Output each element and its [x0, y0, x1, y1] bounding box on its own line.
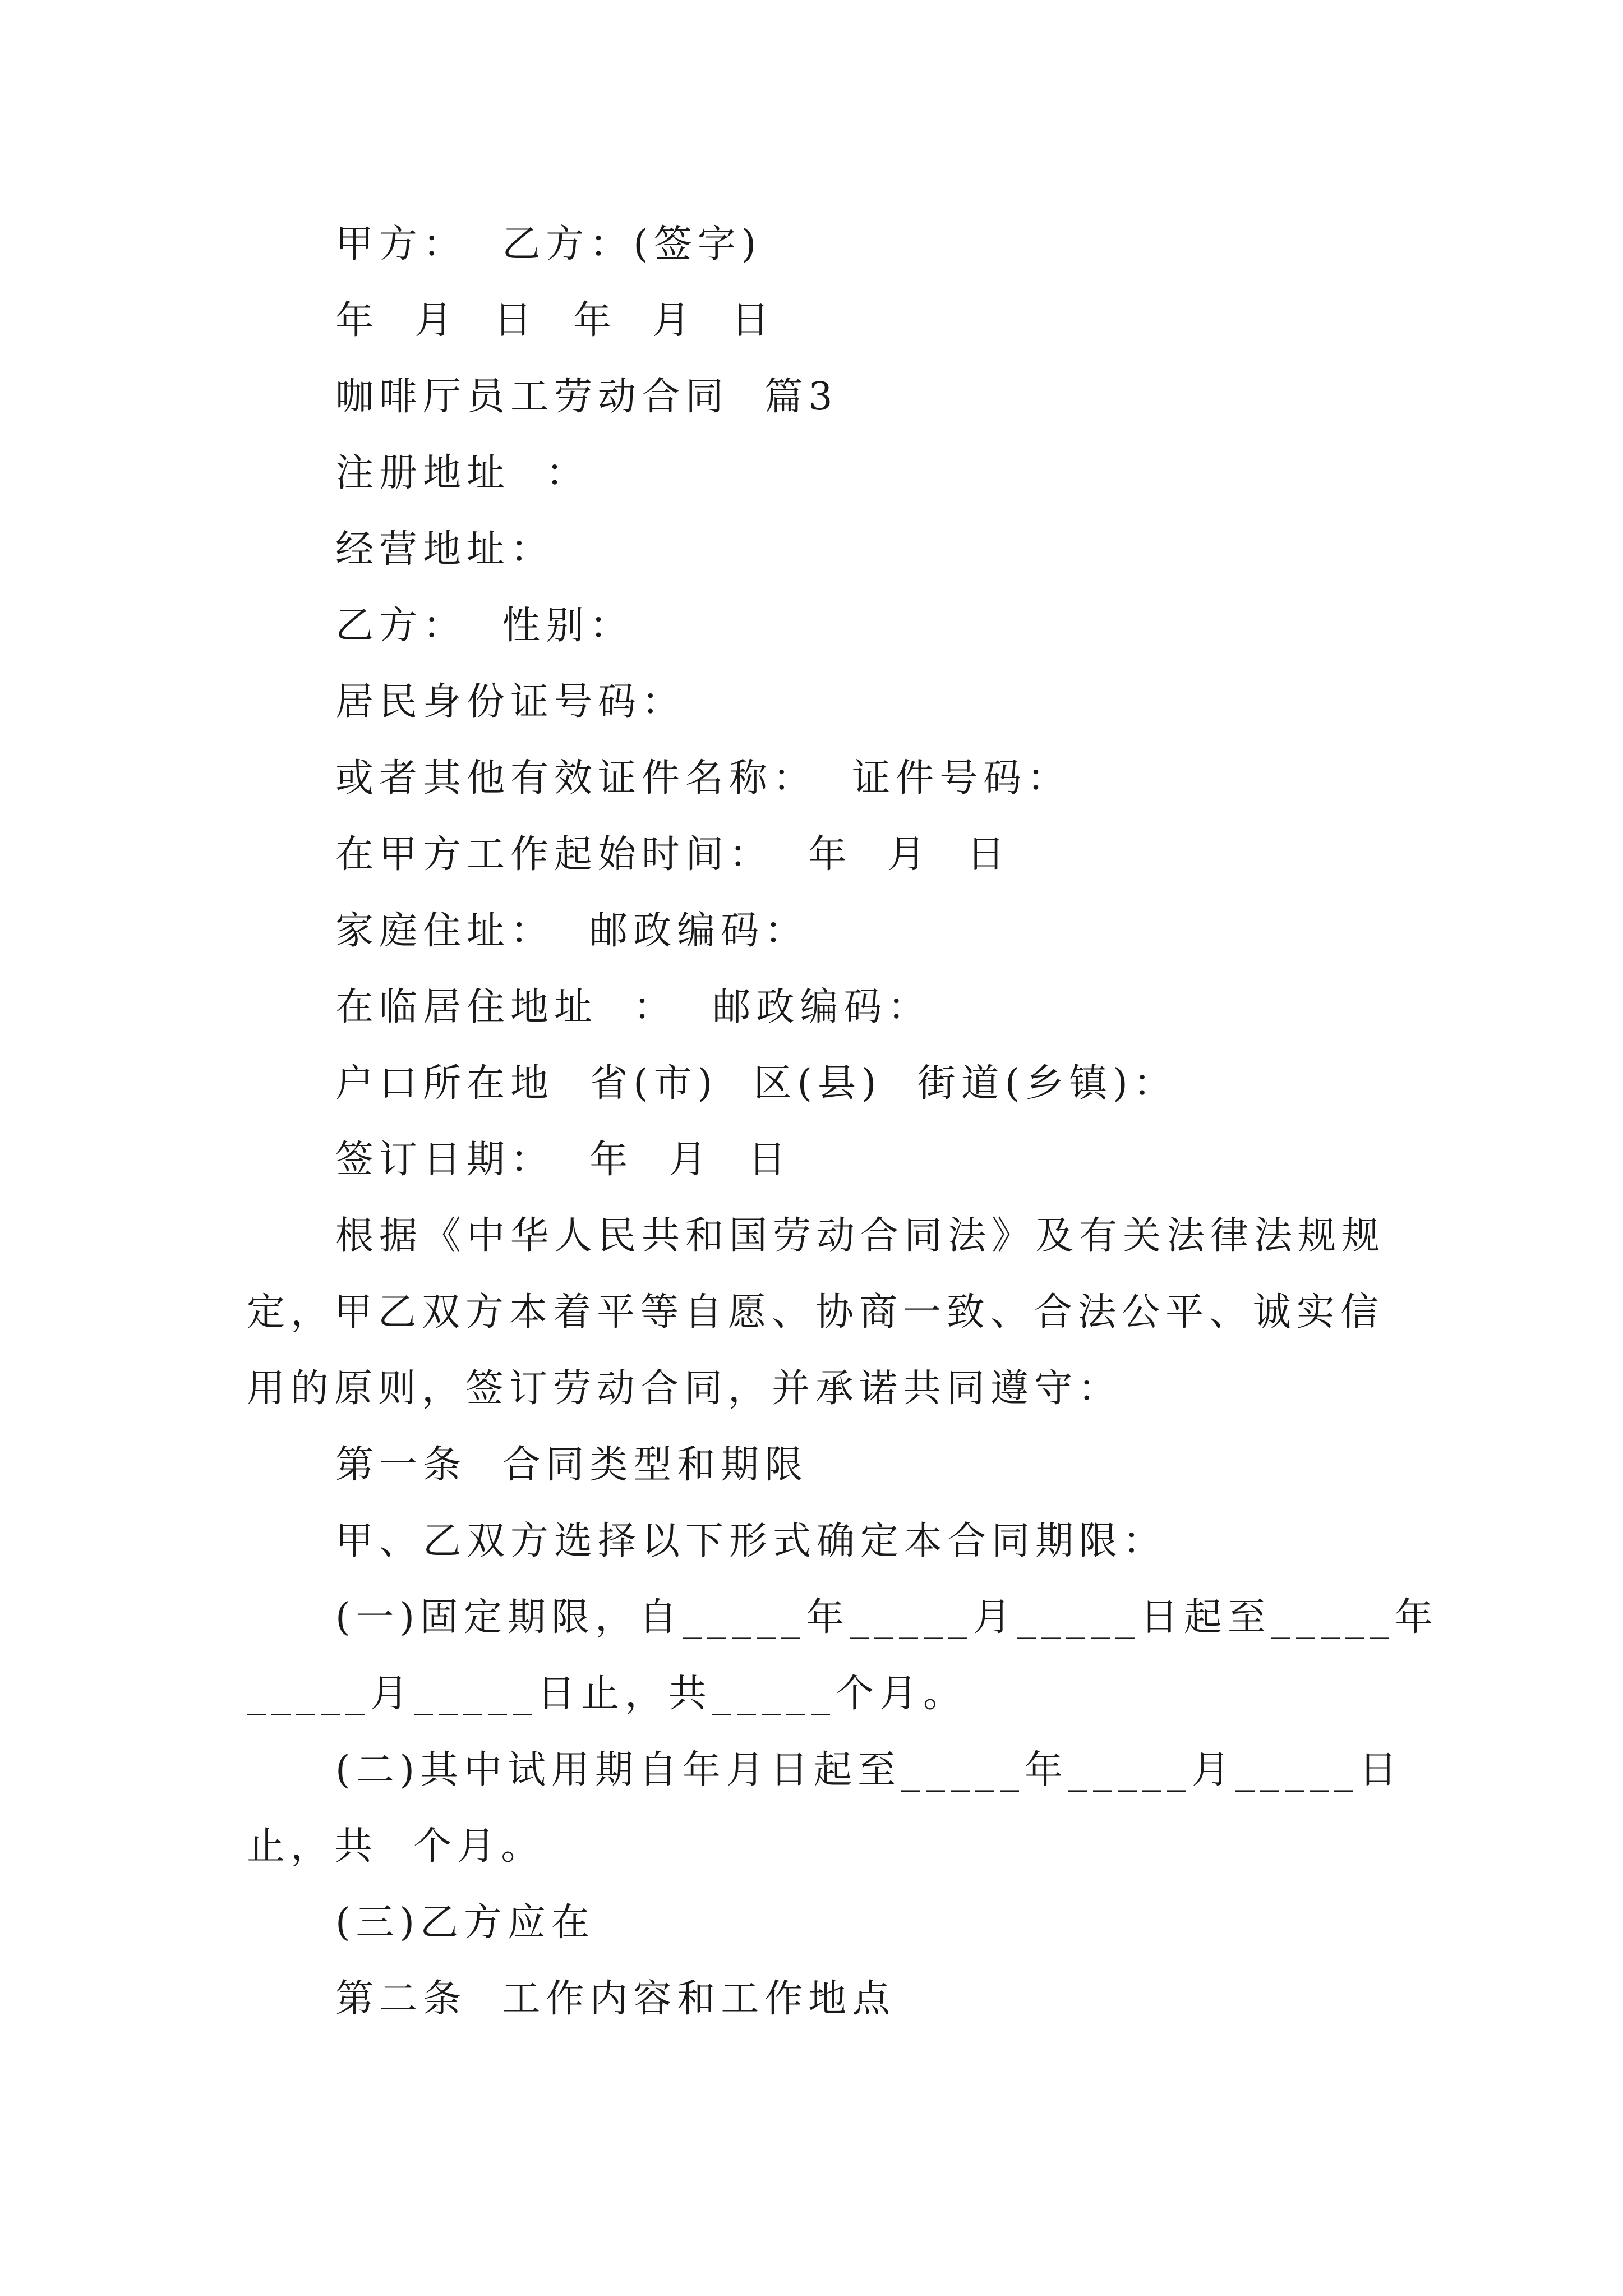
start-date-field: 在甲方工作起始时间： 年 月 日 — [335, 832, 1011, 877]
temp-address-field: 在临居住地址 ： 邮政编码： — [335, 985, 932, 1029]
term-fixed-line: _____月_____日止，共_____个月。 — [247, 1672, 967, 1716]
paragraph-line: 用的原则，签订劳动合同，并承诺共同遵守： — [247, 1366, 1122, 1411]
article-heading: 第二条 工作内容和工作地点 — [335, 1977, 896, 2021]
probation-line: 止，共 个月。 — [247, 1824, 545, 1869]
party-b-gender-field: 乙方： 性别： — [335, 604, 634, 648]
section-title: 咖啡厅员工劳动合同 篇3 — [335, 375, 838, 419]
probation-line: (二)其中试用期自年月日起至_____年_____月_____日 — [335, 1748, 1403, 1792]
term-fixed-line: (一)固定期限，自_____年_____月_____日起至_____年 — [335, 1595, 1439, 1640]
home-address-field: 家庭住址： 邮政编码： — [335, 909, 809, 953]
signature-date-line: 年 月 日 年 月 日 — [335, 298, 776, 343]
id-number-field: 居民身份证号码： — [335, 680, 686, 724]
business-address-field: 经营地址： — [335, 527, 555, 572]
household-registration-field: 户口所在地 省(市) 区(县) 街道(乡镇)： — [335, 1061, 1177, 1106]
registered-address-field: 注册地址 ： — [335, 451, 590, 495]
paragraph-line: 根据《中华人民共和国劳动合同法》及有关法律法规规 — [335, 1214, 1386, 1258]
signature-parties-line: 甲方： 乙方：(签字) — [335, 222, 762, 266]
signing-date-field: 签订日期： 年 月 日 — [335, 1138, 792, 1182]
term-item-line: (三)乙方应在 — [335, 1901, 596, 1945]
other-id-field: 或者其他有效证件名称： 证件号码： — [335, 756, 1071, 800]
paragraph-line: 甲、乙双方选择以下形式确定本合同期限： — [335, 1519, 1167, 1563]
article-heading: 第一条 合同类型和期限 — [335, 1443, 809, 1487]
paragraph-line: 定，甲乙双方本着平等自愿、协商一致、合法公平、诚实信 — [247, 1290, 1385, 1335]
